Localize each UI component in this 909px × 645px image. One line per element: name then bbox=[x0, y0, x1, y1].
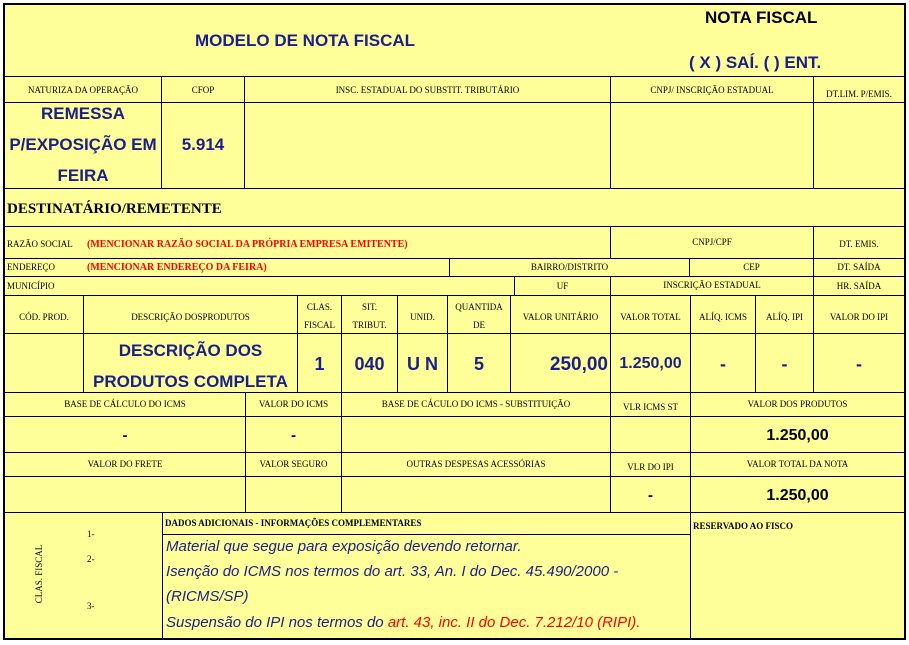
natureza-value-cell bbox=[5, 103, 162, 189]
uf-cell bbox=[515, 277, 611, 296]
aliq-ipi-header-label: ALÍQ. IPI bbox=[766, 312, 803, 322]
cep-cell bbox=[690, 259, 814, 277]
vlr-icms-st-label: VLR ICMS ST bbox=[622, 402, 678, 412]
base-subst-label-cell bbox=[342, 393, 611, 417]
col-descricao-header bbox=[84, 296, 298, 334]
dt-emis-cell bbox=[814, 227, 904, 259]
valor-ipi-header-label: VALOR DO IPI bbox=[829, 312, 889, 322]
municipio-label: MUNICÍPIO bbox=[7, 281, 55, 291]
valor-icms-value-cell bbox=[246, 417, 342, 453]
vlr-icms-st-value-cell bbox=[611, 417, 691, 453]
hr-saida-label: HR. SAÍDA bbox=[836, 281, 882, 291]
reservado-fisco-cell bbox=[691, 513, 904, 638]
product-sit-cell bbox=[342, 334, 398, 393]
product-valor-unitario: 250,00 bbox=[549, 354, 608, 375]
valor-produtos-label-cell bbox=[691, 393, 904, 417]
col-aliq-ipi-header bbox=[756, 296, 814, 334]
municipio-cell bbox=[5, 277, 515, 296]
col-sit-header bbox=[342, 296, 398, 334]
product-valor-ipi-cell bbox=[814, 334, 904, 393]
additional-line-4 bbox=[166, 614, 640, 631]
dt-saida-label: DT. SAÍDA bbox=[837, 262, 881, 272]
dados-adicionais-header-cell bbox=[163, 513, 691, 535]
product-aliq-ipi: - bbox=[781, 354, 788, 374]
dados-adicionais-body bbox=[163, 535, 691, 638]
cnpj-cpf-cell bbox=[611, 227, 814, 259]
clas-fiscal-cell bbox=[5, 513, 163, 638]
product-valor-total: 1.250,00 bbox=[619, 355, 682, 372]
clas-header-1: CLAS. bbox=[306, 302, 333, 312]
clas-item-1: 1- bbox=[87, 529, 95, 539]
outras-despesas-value-cell bbox=[342, 477, 611, 513]
product-clas: 1 bbox=[314, 354, 325, 374]
product-descricao-cell bbox=[84, 334, 298, 393]
nf-title: NOTA FISCAL bbox=[705, 8, 818, 27]
dt-lim-label-cell bbox=[814, 77, 904, 103]
valor-total-nota-value: 1.250,00 bbox=[766, 487, 829, 504]
insc-subst-label-cell bbox=[245, 77, 611, 103]
valor-seguro-value-cell bbox=[246, 477, 342, 513]
cod-header-label: CÓD. PROD. bbox=[19, 312, 69, 322]
outras-despesas-label: OUTRAS DESPESAS ACESSÓRIAS bbox=[406, 459, 546, 469]
bairro-cell bbox=[450, 259, 690, 277]
product-aliq-ipi-cell bbox=[756, 334, 814, 393]
clas-item-2: 2- bbox=[87, 554, 95, 564]
natureza-label-cell bbox=[5, 77, 162, 103]
dados-adicionais-title: DADOS ADICIONAIS - INFORMAÇÕES COMPLEMENTARES bbox=[165, 518, 422, 528]
valor-total-nota-label: VALOR TOTAL DA NOTA bbox=[746, 459, 849, 469]
base-subst-label: BASE DE CÁCULO DO ICMS - SUBSTITUIÇÃO bbox=[381, 399, 571, 409]
recipient-section-title: DESTINATÁRIO/REMETENTE bbox=[7, 201, 222, 217]
col-aliq-icms-header bbox=[691, 296, 756, 334]
unid-header-label: UNID. bbox=[410, 312, 435, 322]
qtd-header-1: QUANTIDA bbox=[455, 302, 503, 312]
cnpj-insc-label: CNPJ/ INSCRIÇÃO ESTADUAL bbox=[650, 85, 774, 95]
endereco-label: ENDEREÇO bbox=[7, 262, 55, 272]
valor-total-nota-label-cell bbox=[691, 453, 904, 477]
natureza-line-1: REMESSA bbox=[40, 104, 126, 123]
cfop-value-cell bbox=[162, 103, 245, 189]
additional-line-1: Material que segue para exposição devendo retornar. bbox=[166, 538, 522, 555]
vlr-ipi-label-cell bbox=[611, 453, 691, 477]
vlr-ipi-value-cell bbox=[611, 477, 691, 513]
insc-estadual-label: INSCRIÇÃO ESTADUAL bbox=[663, 280, 761, 290]
cfop-label: CFOP bbox=[191, 85, 215, 95]
dt-lim-label: DT.LIM. P/EMIS. bbox=[826, 89, 892, 99]
insc-estadual-cell bbox=[611, 277, 814, 296]
valor-frete-label-cell bbox=[5, 453, 246, 477]
razao-social-cell bbox=[5, 227, 611, 259]
col-unid-header bbox=[398, 296, 448, 334]
hr-saida-cell bbox=[814, 277, 904, 296]
cnpj-insc-value-cell bbox=[611, 103, 814, 189]
valor-icms-value: - bbox=[291, 427, 296, 444]
dt-saida-cell bbox=[814, 259, 904, 277]
valor-total-nota-value-cell bbox=[691, 477, 904, 513]
valor-unit-header-label: VALOR UNITÁRIO bbox=[522, 312, 599, 322]
product-valor-ipi: - bbox=[856, 354, 862, 374]
natureza-label: NATURIZA DA OPERAÇÃO bbox=[27, 85, 138, 95]
col-cod-header bbox=[5, 296, 84, 334]
product-descricao-2: PRODUTOS COMPLETA bbox=[93, 372, 288, 391]
sit-header-1: SIT. bbox=[361, 302, 378, 312]
additional-line-2: Isenção do ICMS nos termos do art. 33, An. I do Dec. 45.490/2000 - bbox=[166, 563, 619, 580]
cfop-value: 5.914 bbox=[181, 135, 225, 154]
natureza-line-3: FEIRA bbox=[57, 166, 109, 185]
endereco-cell bbox=[5, 259, 450, 277]
valor-total-header-label: VALOR TOTAL bbox=[620, 312, 681, 322]
nota-fiscal-form bbox=[3, 3, 906, 640]
sit-header-2: TRIBUT. bbox=[352, 320, 387, 330]
col-valor-unit-header bbox=[511, 296, 611, 334]
valor-seguro-label: VALOR SEGURO bbox=[259, 459, 328, 469]
descricao-header-label: DESCRIÇÃO DOSPRODUTOS bbox=[131, 312, 250, 322]
base-icms-label: BASE DE CÁLCULO DO ICMS bbox=[64, 399, 186, 409]
vlr-ipi-label: VLR DO IPI bbox=[627, 462, 674, 472]
valor-icms-label: VALOR DO ICMS bbox=[258, 399, 329, 409]
header-row bbox=[5, 5, 904, 77]
valor-produtos-value: 1.250,00 bbox=[766, 427, 829, 444]
aliq-icms-header-label: ALÍQ. ICMS bbox=[698, 312, 747, 322]
product-qtd-cell bbox=[448, 334, 511, 393]
razao-social-value: (MENCIONAR RAZÃO SOCIAL DA PRÓPRIA EMPRESA EMITENTE) bbox=[87, 239, 408, 250]
product-aliq-icms-cell bbox=[691, 334, 756, 393]
product-cod-cell bbox=[5, 334, 84, 393]
additional-line-4-text: Suspensão do IPI nos termos do bbox=[166, 614, 388, 631]
cnpj-cpf-label: CNPJ/CPF bbox=[692, 237, 732, 247]
col-clas-header bbox=[298, 296, 342, 334]
insc-subst-value-cell bbox=[245, 103, 611, 189]
clas-fiscal-vertical-label: CLAS. FISCAL bbox=[34, 544, 44, 604]
product-clas-cell bbox=[298, 334, 342, 393]
cnpj-insc-label-cell bbox=[611, 77, 814, 103]
vlr-ipi-value: - bbox=[648, 487, 653, 504]
product-unid: U N bbox=[407, 354, 438, 374]
product-descricao-1: DESCRIÇÃO DOS bbox=[118, 341, 263, 360]
model-title: MODELO DE NOTA FISCAL bbox=[195, 31, 416, 50]
base-icms-value-cell bbox=[5, 417, 246, 453]
saida-entrada: ( X ) SAÍ. ( ) ENT. bbox=[689, 53, 822, 72]
cep-label: CEP bbox=[743, 262, 760, 272]
cfop-label-cell bbox=[162, 77, 245, 103]
additional-line-4-ref: art. 43, inc. II do Dec. 7.212/10 (RIPI). bbox=[387, 614, 641, 631]
valor-frete-value-cell bbox=[5, 477, 246, 513]
col-valor-ipi-header bbox=[814, 296, 904, 334]
product-aliq-icms: - bbox=[720, 354, 726, 374]
insc-subst-label: INSC. ESTADUAL DO SUBSTIT. TRIBUTÁRIO bbox=[335, 85, 520, 95]
product-quantidade: 5 bbox=[473, 354, 484, 374]
clas-header-2: FISCAL bbox=[303, 320, 335, 330]
natureza-line-2: P/EXPOSIÇÃO EM bbox=[9, 135, 157, 154]
product-valor-unit-cell bbox=[511, 334, 611, 393]
base-subst-value-cell bbox=[342, 417, 611, 453]
product-valor-total-cell bbox=[611, 334, 691, 393]
base-icms-label-cell bbox=[5, 393, 246, 417]
col-qtd-header bbox=[448, 296, 511, 334]
additional-line-3: (RICMS/SP) bbox=[166, 588, 249, 605]
valor-icms-label-cell bbox=[246, 393, 342, 417]
razao-social-label: RAZÃO SOCIAL bbox=[7, 239, 73, 249]
bairro-label: BAIRRO/DISTRITO bbox=[530, 262, 609, 272]
valor-produtos-label: VALOR DOS PRODUTOS bbox=[747, 399, 848, 409]
vlr-icms-st-label-cell bbox=[611, 393, 691, 417]
qtd-header-2: DE bbox=[473, 320, 485, 330]
valor-seguro-label-cell bbox=[246, 453, 342, 477]
uf-label: UF bbox=[556, 281, 569, 291]
product-unid-cell bbox=[398, 334, 448, 393]
endereco-value: (MENCIONAR ENDEREÇO DA FEIRA) bbox=[87, 262, 267, 273]
clas-item-3: 3- bbox=[87, 601, 95, 611]
product-sit: 040 bbox=[354, 354, 385, 374]
valor-frete-label: VALOR DO FRETE bbox=[87, 459, 163, 469]
col-valor-total-header bbox=[611, 296, 691, 334]
reservado-fisco-label: RESERVADO AO FISCO bbox=[693, 521, 794, 531]
valor-produtos-value-cell bbox=[691, 417, 904, 453]
dt-lim-value-cell bbox=[814, 103, 904, 189]
dt-emis-label: DT. EMIS. bbox=[839, 239, 879, 249]
outras-despesas-label-cell bbox=[342, 453, 611, 477]
recipient-section-header bbox=[5, 189, 904, 227]
base-icms-value: - bbox=[122, 427, 128, 444]
